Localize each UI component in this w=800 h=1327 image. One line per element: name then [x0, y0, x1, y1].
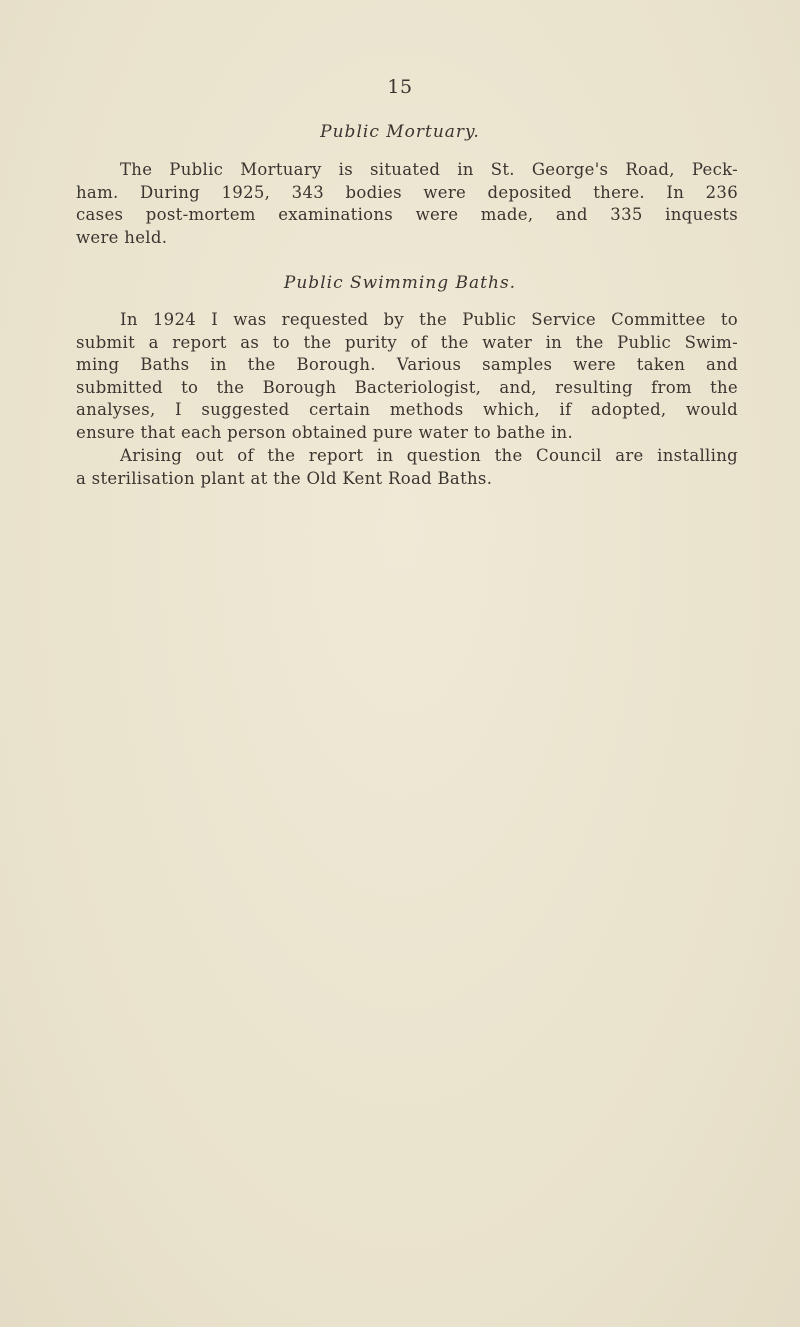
paragraph-line: submitted to the Borough Bacteriologist, and, resulting from the	[76, 377, 738, 397]
paragraph-line: ensure that each person obtained pure water to bathe in.	[76, 422, 573, 442]
paragraph-line: ming Baths in the Borough. Various samples were taken and	[76, 355, 738, 374]
paragraph-line: In 1924 I was requested by the Public Service Committee to	[120, 310, 738, 329]
paragraph-line: ham. During 1925, 343 bodies were deposited there. In 236	[76, 182, 738, 202]
paragraph-baths-sterilisation	[76, 445, 738, 490]
paragraph-mortuary	[76, 159, 738, 249]
paragraph-baths-report	[76, 309, 738, 444]
paragraph-line: cases post-mortem examinations were made, and 335 inquests	[76, 205, 738, 224]
paragraph-line: The Public Mortuary is situated in St. George's Road, Peck-	[120, 160, 738, 179]
paragraph-line: were held.	[76, 227, 168, 247]
section-heading-public-swimming-baths: Public Swimming Baths.	[283, 273, 517, 293]
paragraph-line: analyses, I suggested certain methods which, if adopted, would	[76, 400, 738, 419]
section-heading-public-mortuary: Public Mortuary.	[320, 122, 480, 142]
paragraph-line: a sterilisation plant at the Old Kent Road Baths.	[76, 468, 493, 488]
paragraph-line: Arising out of the report in question the Council are installing	[120, 446, 738, 465]
paragraph-line: submit a report as to the purity of the water in the Public Swim-	[76, 332, 738, 352]
page-number: 15	[387, 76, 413, 98]
